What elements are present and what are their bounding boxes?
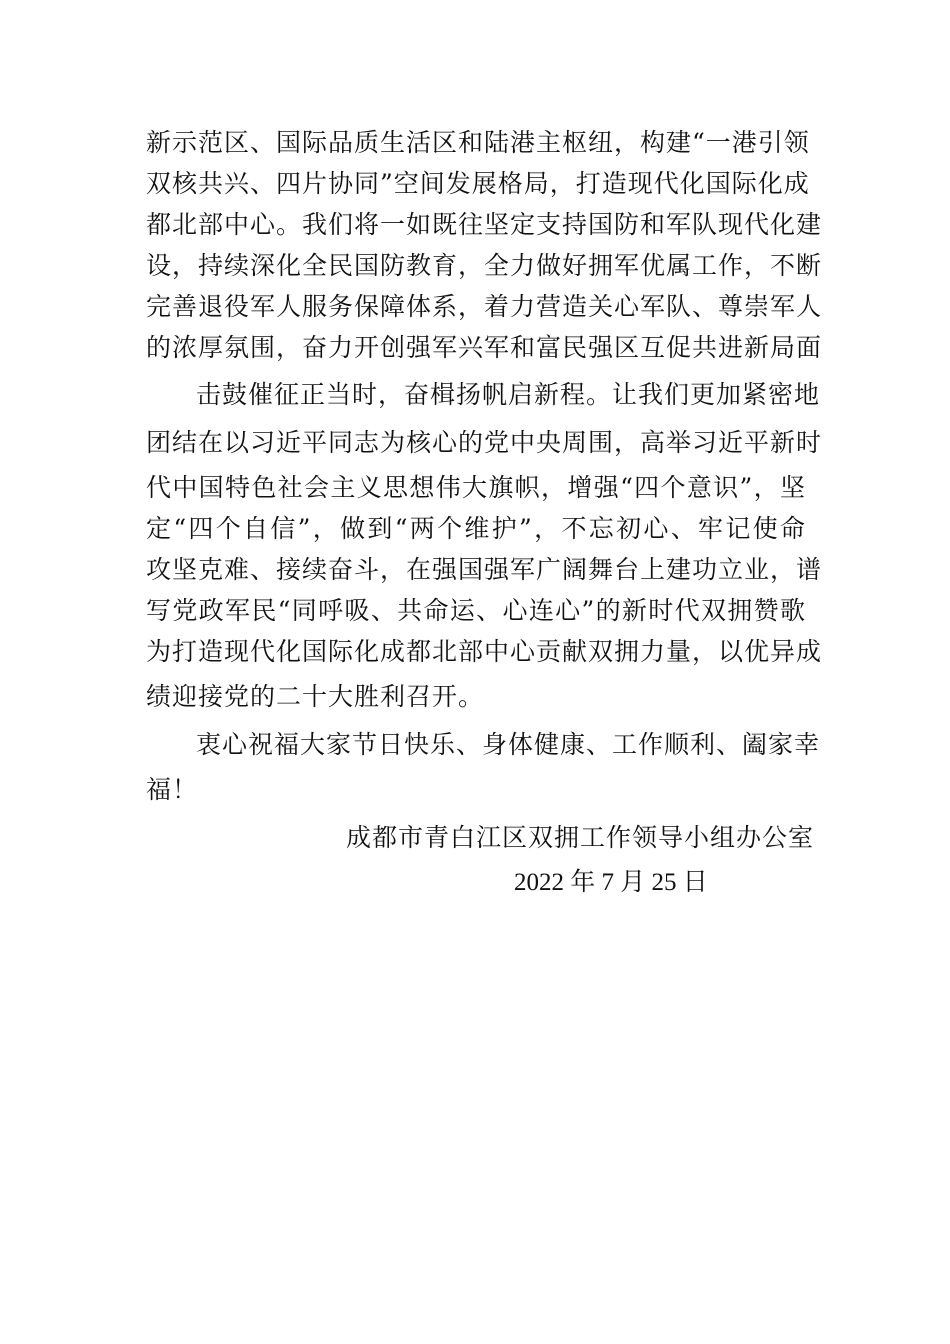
paragraph-2-line-5: 攻坚克难、接续奋斗，在强国强军广阔舞台上建功立业，谱 <box>146 555 823 584</box>
paragraph-2-line-4: 定“四个自信”，做到“两个维护”，不忘初心、牢记使命 <box>146 514 806 543</box>
paragraph-2-line-8: 绩迎接党的二十大胜利召开。 <box>146 682 485 711</box>
paragraph-2-line-1: 击鼓催征正当时，奋楫扬帆启新程。让我们更加紧密地 <box>196 380 821 409</box>
signature-organization: 成都市青白江区双拥工作领导小组办公室 <box>346 823 815 852</box>
paragraph-2-line-6: 写党政军民“同呼吸、共命运、心连心”的新时代双拥赞歌 <box>146 596 806 625</box>
paragraph-2-line-3: 代中国特色社会主义思想伟大旗帜，增强“四个意识”，坚 <box>146 473 806 502</box>
paragraph-1-line-2: 双核共兴、四片协同”空间发展格局，打造现代化国际化成 <box>146 169 810 198</box>
paragraph-2-line-2: 团结在以习近平同志为核心的党中央周围，高举习近平新时 <box>146 428 823 457</box>
paragraph-1-line-5: 完善退役军人服务保障体系，着力营造关心军队、尊崇军人 <box>146 292 823 321</box>
paragraph-1-line-3: 都北部中心。我们将一如既往坚定支持国防和军队现代化建 <box>146 210 823 239</box>
paragraph-3-line-1: 衷心祝福大家节日快乐、身体健康、工作顺利、阖家幸 <box>196 730 821 759</box>
paragraph-1-line-1: 新示范区、国际品质生活区和陆港主枢纽，构建“一港引领 <box>146 128 810 157</box>
paragraph-1-line-4: 设，持续深化全民国防教育，全力做好拥军优属工作，不断 <box>146 251 823 280</box>
paragraph-1-line-6: 的浓厚氛围，奋力开创强军兴军和富民强区互促共进新局面 <box>146 333 823 362</box>
paragraph-3-line-2: 福！ <box>146 775 199 804</box>
paragraph-2-line-7: 为打造现代化国际化成都北部中心贡献双拥力量，以优异成 <box>146 637 823 666</box>
signature-date: 2022 年 7 月 25 日 <box>514 869 708 896</box>
